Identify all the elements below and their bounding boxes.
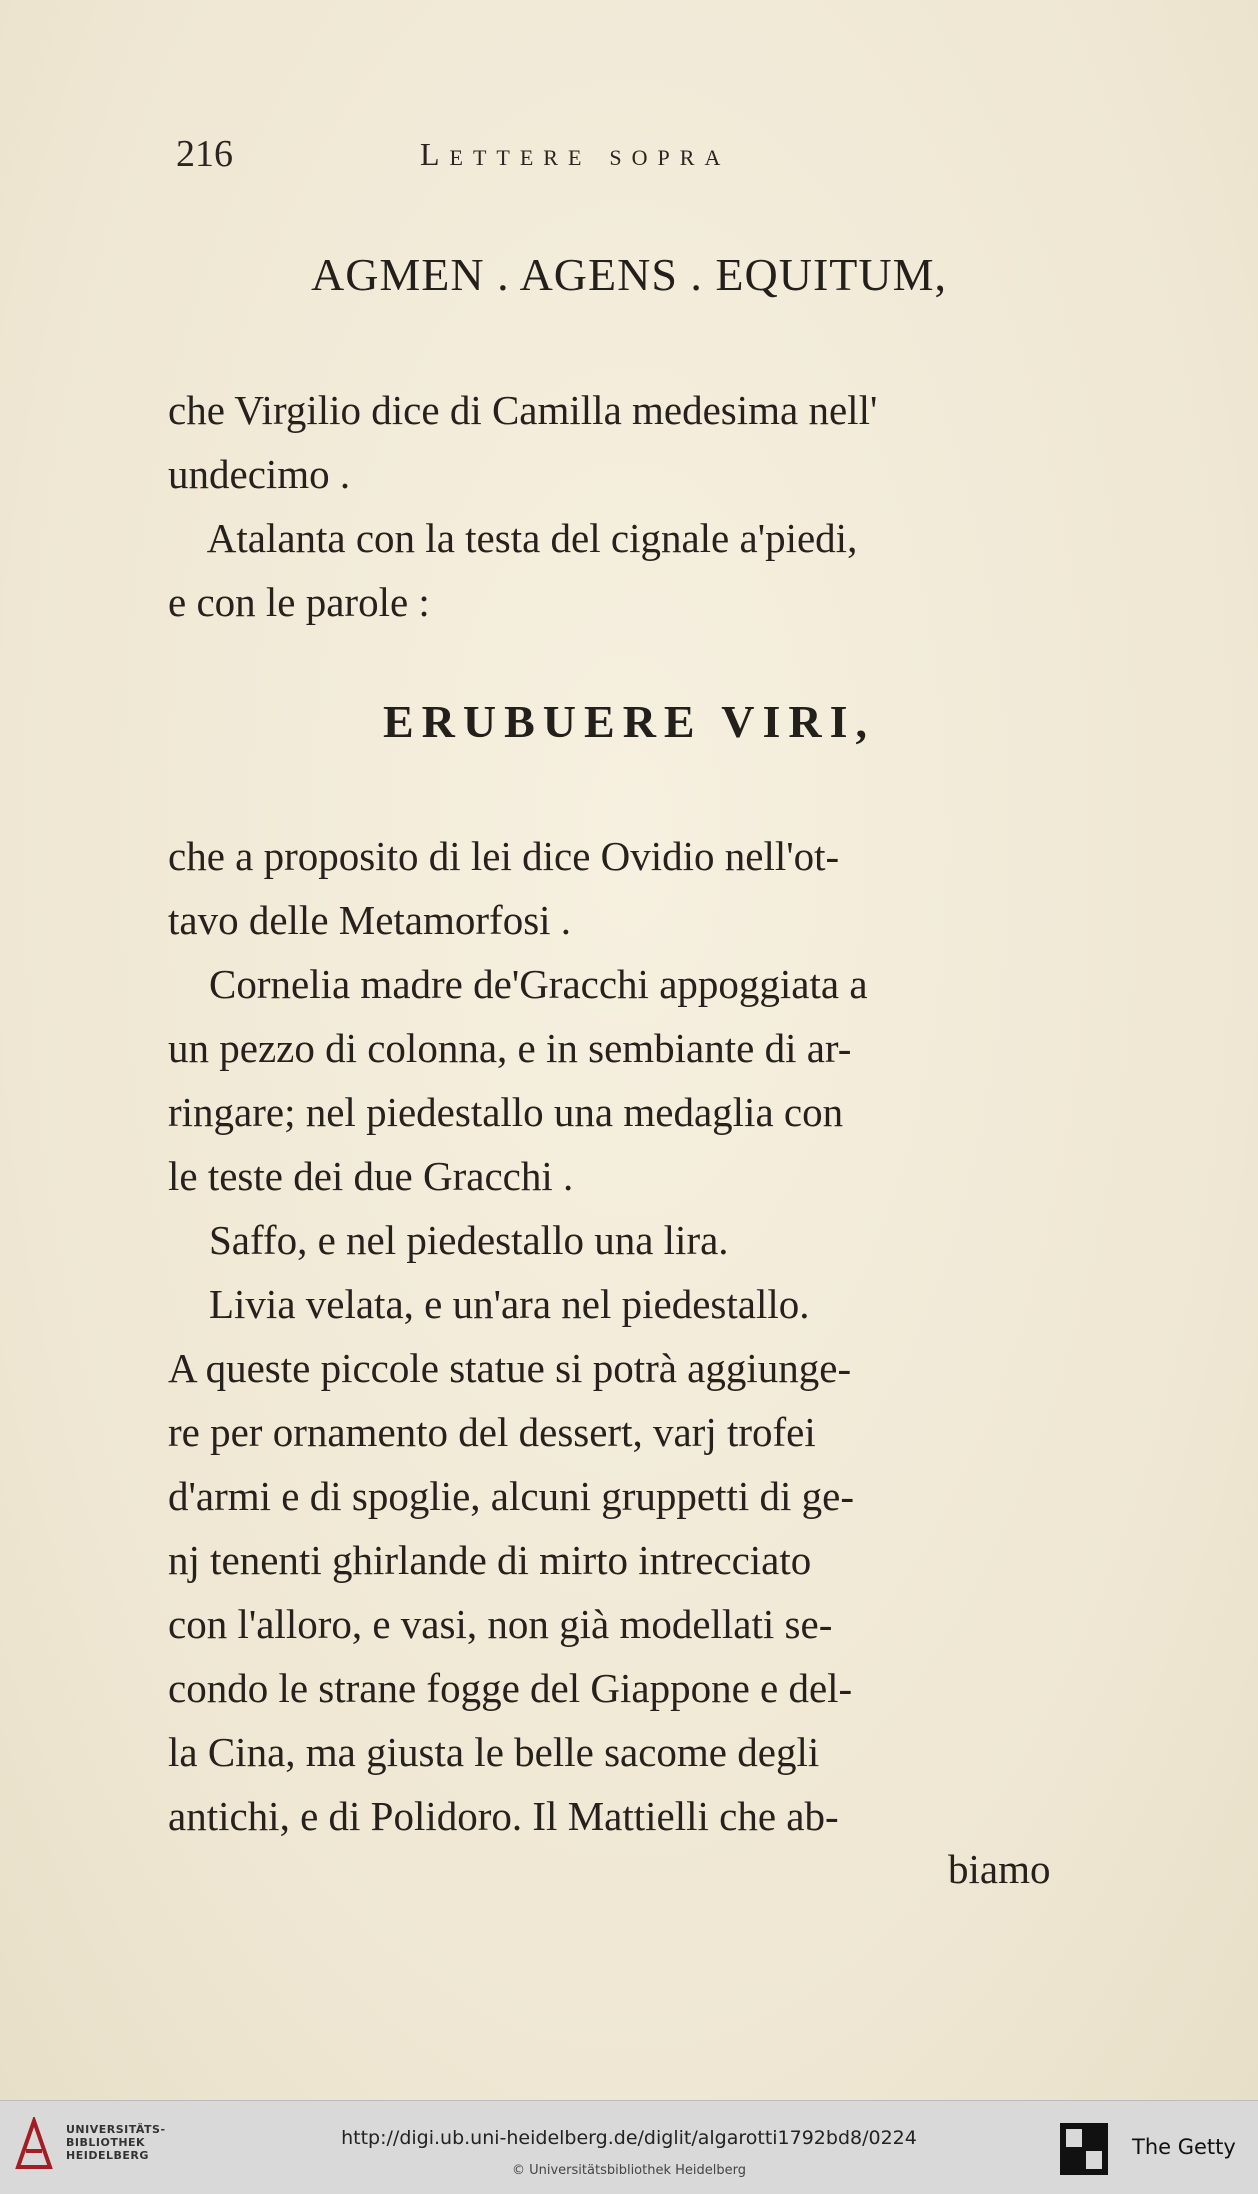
text-line: Atalanta con la testa del cignale a'piedi, bbox=[168, 515, 858, 561]
text-line: tavo delle Metamorfosi . bbox=[168, 897, 572, 943]
text-line: Cornelia madre de'Gracchi appoggiata a bbox=[168, 961, 868, 1007]
copyright-notice: © Universitätsbibliothek Heidelberg bbox=[511, 2163, 746, 2178]
text-line: Livia velata, e un'ara nel piedestallo. bbox=[168, 1281, 810, 1327]
text-block-a bbox=[168, 378, 1133, 634]
inscription-agmen: AGMEN . AGENS . EQUITUM, bbox=[310, 249, 948, 300]
text-line: Saffo, e nel piedestallo una lira. bbox=[168, 1217, 729, 1263]
getty-logo-icon bbox=[1058, 2121, 1110, 2177]
getty-label: The Getty bbox=[1132, 2135, 1236, 2159]
text-line: che Virgilio dice di Camilla medesima nell' bbox=[168, 387, 878, 433]
text-line: ringare; nel piedestallo una medaglia con bbox=[168, 1089, 844, 1135]
catchword: biamo bbox=[948, 1846, 1051, 1892]
text-line: condo le strane fogge del Giappone e del- bbox=[168, 1665, 853, 1711]
text-line: che a proposito di lei dice Ovidio nell'ot- bbox=[168, 833, 840, 879]
text-block-b bbox=[168, 824, 1133, 1848]
text-line: re per ornamento del dessert, varj trofei bbox=[168, 1409, 816, 1455]
inscription-erubuere: ERUBUERE VIRI, bbox=[382, 696, 876, 747]
text-line: A queste piccole statue si potrà aggiunge- bbox=[168, 1345, 852, 1391]
text-line: con l'alloro, e vasi, non già modellati se- bbox=[168, 1601, 833, 1647]
page-header bbox=[170, 132, 1070, 182]
text-line: e con le parole : bbox=[168, 579, 430, 625]
text-line: undecimo . bbox=[168, 451, 351, 497]
text-line: un pezzo di colonna, e in sembiante di ar- bbox=[168, 1025, 852, 1071]
text-line: le teste dei due Gracchi . bbox=[168, 1153, 574, 1199]
viewer-footer bbox=[0, 2100, 1258, 2194]
text-line: la Cina, ma giusta le belle sacome degli bbox=[168, 1729, 820, 1775]
permalink-url[interactable]: http://digi.ub.uni-heidelberg.de/diglit/algarotti1792bd8/0224 bbox=[341, 2127, 917, 2149]
running-head: Lettere sopra bbox=[420, 136, 731, 172]
text-line: nj tenenti ghirlande di mirto intrecciato bbox=[168, 1537, 812, 1583]
text-line: d'armi e di spoglie, alcuni gruppetti di ge- bbox=[168, 1473, 854, 1519]
text-line: antichi, e di Polidoro. Il Mattielli che ab- bbox=[168, 1793, 839, 1839]
library-name: UNIVERSITÄTS- BIBLIOTHEK HEIDELBERG bbox=[66, 2123, 166, 2162]
page-number: 216 bbox=[176, 133, 233, 175]
